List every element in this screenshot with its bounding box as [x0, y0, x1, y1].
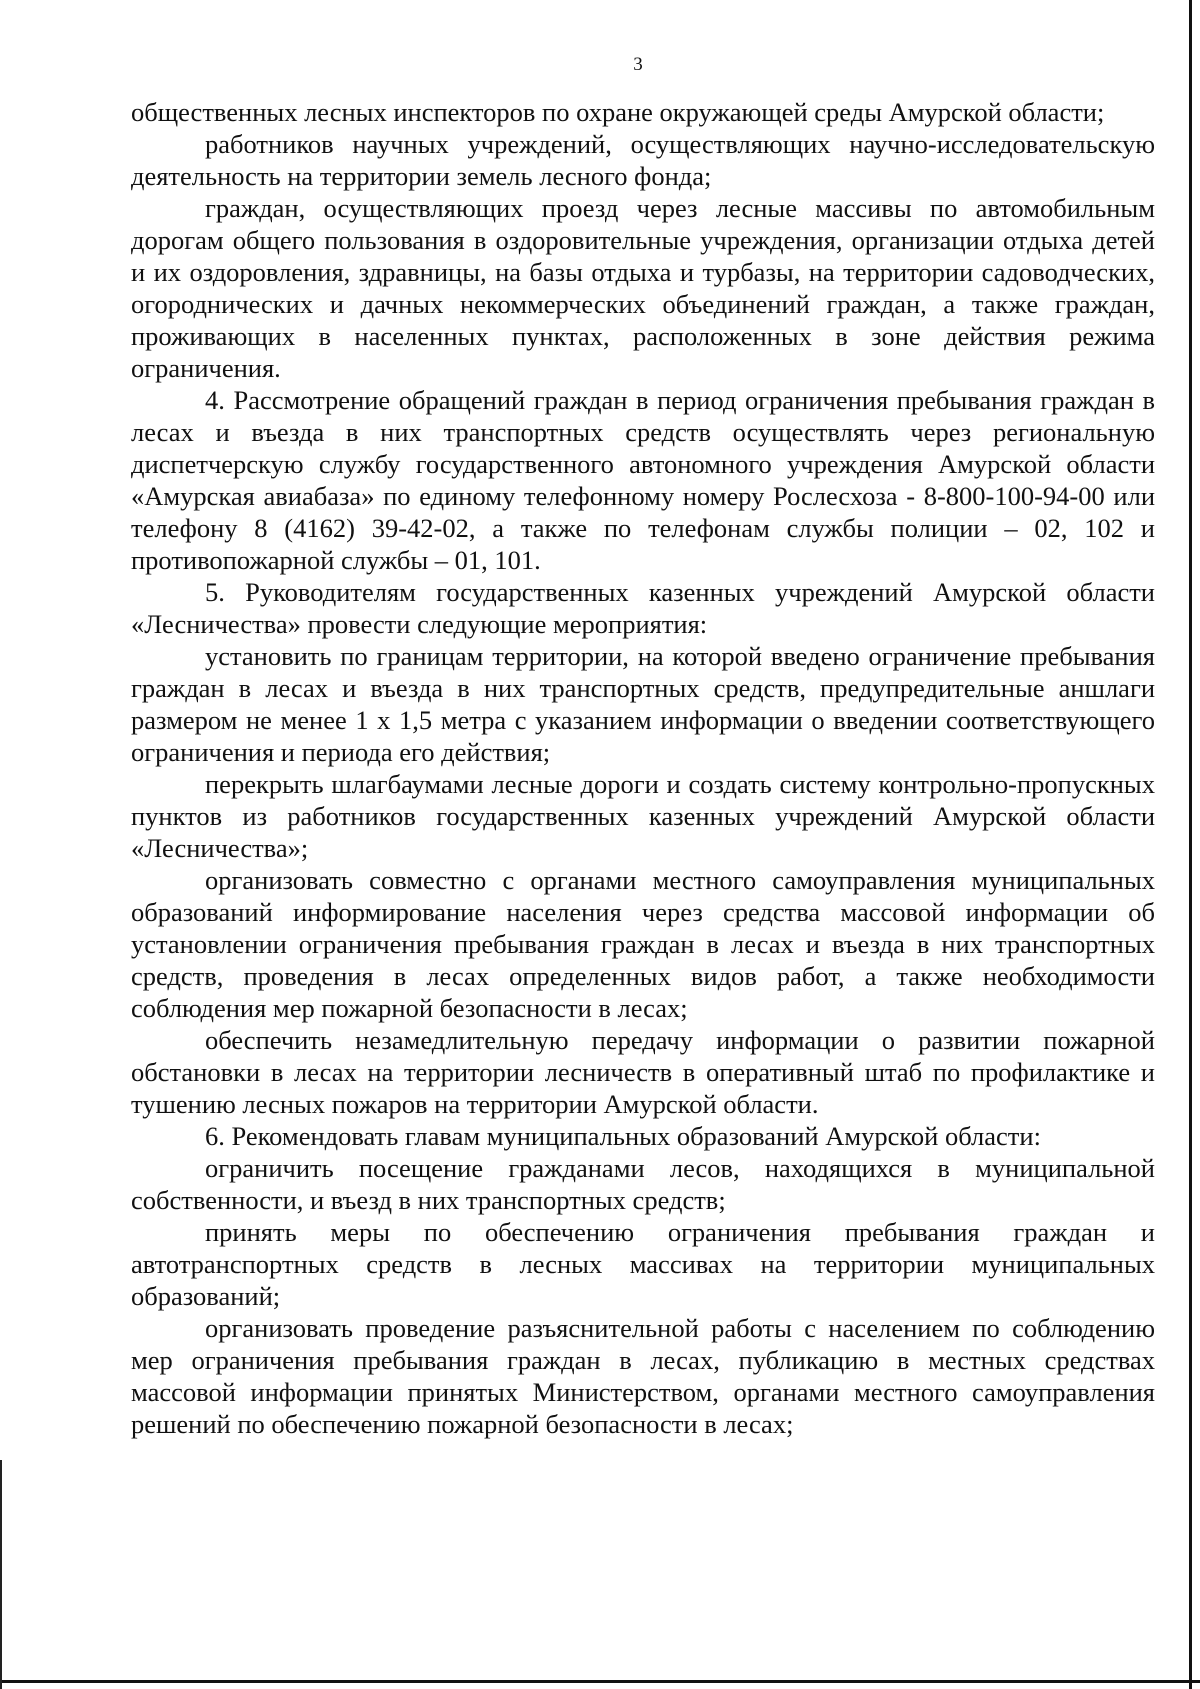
document-body [131, 96, 1155, 1440]
paragraph-limit-visits: ограничить посещение гражданами лесов, находящихся в муниципальной собственности, и въезд в них транспортных средств; [131, 1153, 1155, 1215]
paragraph-public-informing: организовать совместно с органами местного самоуправления муниципальных образований информирование населения через средства массовой информации об установлении ограничения пребывания граждан в лесах и въезда в них транспортных средств, проведения в лесах определенных видов работ, а также необходимости соблюдения мер пожарной безопасности в лесах; [131, 865, 1155, 1023]
scan-border-left [0, 1460, 2, 1689]
scan-border-right [1189, 0, 1192, 1689]
paragraph-research-workers: работников научных учреждений, осуществляющих научно-исследовательскую деятельность на территории земель лесного фонда; [131, 129, 1155, 191]
paragraph-public-forest-inspectors: общественных лесных инспекторов по охране окружающей среды Амурской области; [131, 97, 1105, 127]
page-number: 3 [633, 54, 643, 75]
paragraph-item-6-recommendations: 6. Рекомендовать главам муниципальных образований Амурской области: [205, 1121, 1041, 1151]
paragraph-restriction-measures: принять меры по обеспечению ограничения пребывания граждан и автотранспортных средств в лесных массивах на территории муниципальных образований; [131, 1217, 1155, 1311]
paragraph-citizens-passing-through: граждан, осуществляющих проезд через лесные массивы по автомобильным дорогам общего пользования в оздоровительные учреждения, организации отдыха детей и их оздоровления, здравницы, на базы отдыха и турбазы, на территории садоводческих, огороднических и дачных некоммерческих объединений граждан, а также граждан, проживающих в населенных пунктах, расположенных в зоне действия режима ограничения. [131, 193, 1155, 383]
paragraph-warning-signs: установить по границам территории, на которой введено ограничение пребывания граждан в лесах и въезда в них транспортных средств, предупредительные аншлаги размером не менее 1 х 1,5 метра с указанием информации о введении соответствующего ограничения и периода его действия; [131, 641, 1155, 767]
paragraph-item-4-appeals: 4. Рассмотрение обращений граждан в период ограничения пребывания граждан в лесах и въезда в них транспортных средств осуществлять через региональную диспетчерскую службу государственного автономного учреждения Амурской области «Амурская авиабаза» по единому телефонному номеру Рослесхоза - 8-800-100-94-00 или телефону 8 (4162) 39-42-02, а также по телефонам службы полиции – 02, 102 и противопожарной службы – 01, 101. [131, 385, 1155, 575]
paragraph-fire-reporting: обеспечить незамедлительную передачу информации о развитии пожарной обстановки в лесах на территории лесничеств в оперативный штаб по профилактике и тушению лесных пожаров на территории Амурской области. [131, 1025, 1155, 1119]
paragraph-item-5-forestries: 5. Руководителям государственных казенных учреждений Амурской области «Лесничества» провести следующие мероприятия: [131, 577, 1155, 639]
paragraph-outreach-work: организовать проведение разъяснительной работы с населением по соблюдению мер ограничения пребывания граждан в лесах, публикацию в местных средствах массовой информации принятых Министерством, органами местного самоуправления решений по обеспечению пожарной безопасности в лесах; [131, 1313, 1155, 1439]
scan-border-bottom [0, 1680, 1200, 1683]
paragraph-barriers-checkpoints: перекрыть шлагбаумами лесные дороги и создать систему контрольно-пропускных пунктов из работников государственных казенных учреждений Амурской области «Лесничества»; [131, 769, 1155, 863]
